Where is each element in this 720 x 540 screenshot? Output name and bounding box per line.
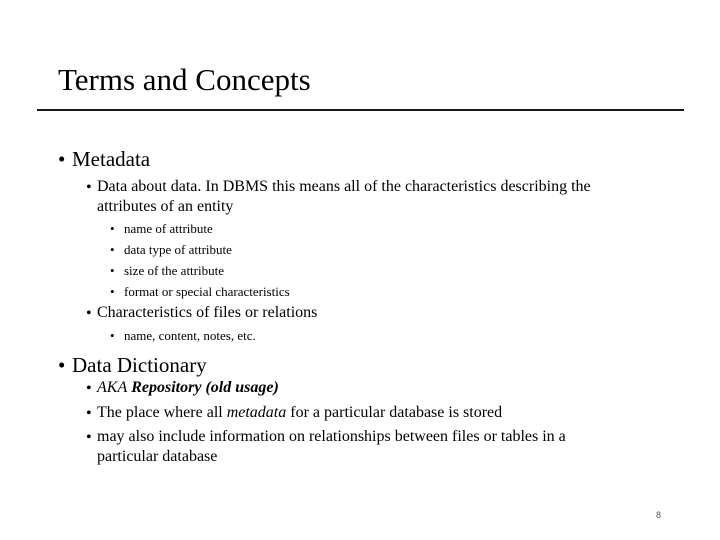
- slide-title: Terms and Concepts: [58, 62, 311, 97]
- bullet-icon: •: [110, 242, 115, 257]
- storage-before: The place where all: [97, 404, 223, 421]
- bullet-icon: •: [86, 405, 92, 422]
- repository-emphasis: Repository (old usage): [131, 379, 279, 396]
- metadata-definition-line2: attributes of an entity: [97, 198, 234, 215]
- bullet-icon: •: [86, 179, 92, 196]
- section-heading-metadata: Metadata: [72, 147, 151, 171]
- list-item: format or special characteristics: [124, 284, 290, 299]
- relationships-line2: particular database: [97, 448, 218, 465]
- section-heading-data-dictionary: Data Dictionary: [72, 353, 207, 377]
- metadata-storage-item: [97, 404, 502, 422]
- aka-item: [97, 379, 279, 397]
- storage-after: for a particular database is stored: [290, 404, 503, 421]
- bullet-icon: •: [58, 147, 66, 171]
- bullet-icon: •: [110, 263, 115, 278]
- page-number: 8: [656, 510, 662, 520]
- aka-prefix: AKA: [97, 379, 128, 396]
- characteristics-item: Characteristics of files or relations: [97, 304, 318, 321]
- bullet-icon: •: [86, 305, 92, 322]
- bullet-icon: •: [110, 221, 115, 236]
- relationships-line1: may also include information on relationships between files or tables in a: [97, 428, 566, 445]
- bullet-icon: •: [86, 380, 92, 397]
- metadata-definition-line1: Data about data. In DBMS this means all of the characteristics describing the: [97, 178, 591, 195]
- list-item: name of attribute: [124, 221, 213, 236]
- bullet-icon: •: [58, 353, 66, 377]
- bullet-icon: •: [86, 429, 92, 446]
- list-item: size of the attribute: [124, 263, 224, 278]
- list-item: name, content, notes, etc.: [124, 328, 256, 343]
- metadata-italic: metadata: [226, 404, 287, 421]
- title-divider: [37, 109, 684, 111]
- bullet-icon: •: [110, 328, 115, 343]
- bullet-icon: •: [110, 284, 115, 299]
- list-item: data type of attribute: [124, 242, 232, 257]
